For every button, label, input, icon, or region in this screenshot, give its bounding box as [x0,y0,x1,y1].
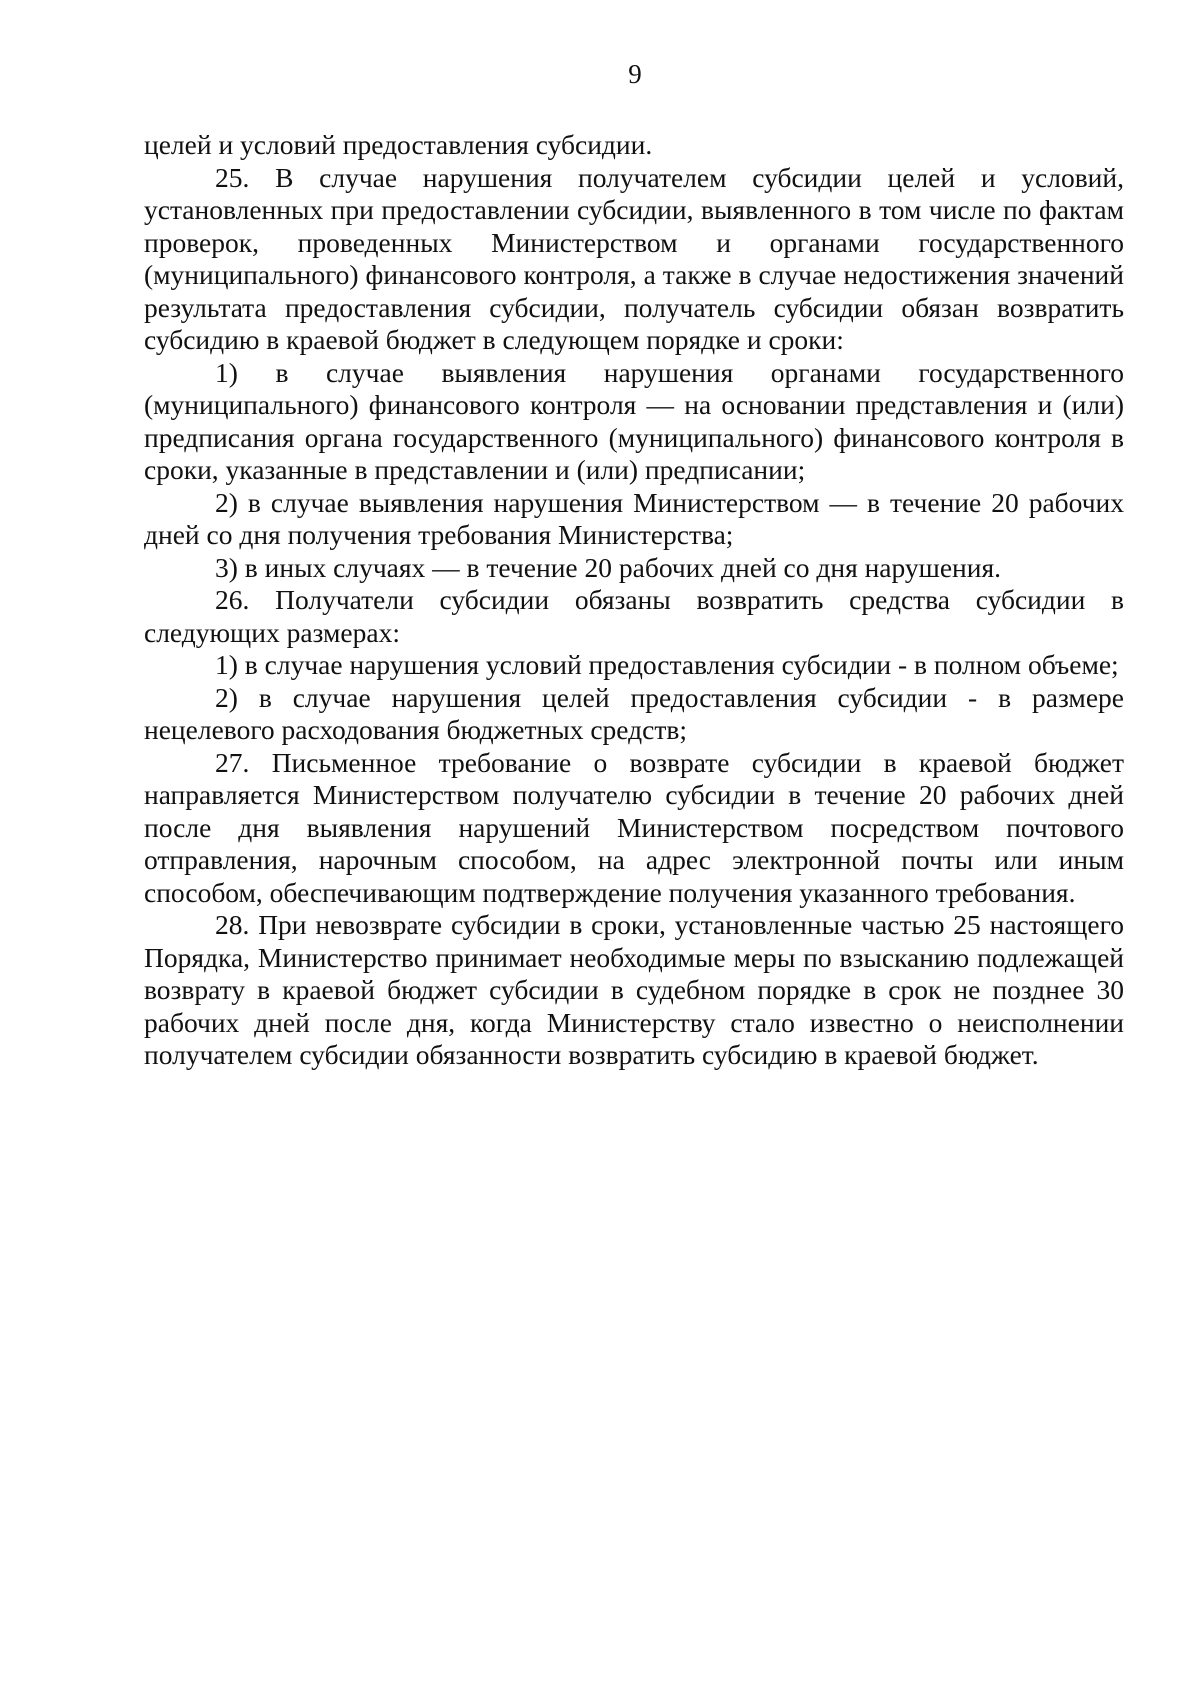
document-body [144,129,1124,1072]
page-number: 9 [628,59,642,89]
paragraph-clause-25: 25. В случае нарушения получателем субсидии целей и условий, установленных при предоставлении субсидии, выявленного в том числе по фактам проверок, проведенных Министерством и органами государственного (муниципального) финансового контроля, а также в случае недостижения значений результата предоставления субсидии, получатель субсидии обязан возвратить субсидию в краевой бюджет в следующем порядке и сроки: [144,161,1124,355]
paragraph-clause-25-item-1: 1) в случае выявления нарушения органами государственного (муниципального) финансового контроля — на основании представления и (или) предписания органа государственного (муниципального) финансового контроля в сроки, указанные в представлении и (или) предписании; [144,356,1124,485]
paragraph-clause-26-item-1: 1) в случае нарушения условий предоставления субсидии - в полном объеме; [215,649,1119,680]
paragraph-clause-28: 28. При невозврате субсидии в сроки, установленные частью 25 настоящего Порядка, Министерство принимает необходимые меры по взысканию подлежащей возврату в краевой бюджет субсидии в судебном порядке в срок не позднее 30 рабочих дней после дня, когда Министерству стало известно о неисполнении получателем субсидии обязанности возвратить субсидию в краевой бюджет. [144,909,1124,1070]
paragraph-clause-26-item-2: 2) в случае нарушения целей предоставления субсидии - в размере нецелевого расходования бюджетных средств; [144,681,1124,745]
paragraph-continuation: целей и условий предоставления субсидии. [144,129,653,160]
paragraph-clause-25-item-2: 2) в случае выявления нарушения Министерством — в течение 20 рабочих дней со дня получения требования Министерства; [144,486,1124,550]
paragraph-clause-26: 26. Получатели субсидии обязаны возвратить средства субсидии в следующих размерах: [144,584,1124,648]
paragraph-clause-25-item-3: 3) в иных случаях — в течение 20 рабочих дней со дня нарушения. [215,551,1001,583]
paragraph-clause-27: 27. Письменное требование о возврате субсидии в краевой бюджет направляется Министерством получателю субсидии в течение 20 рабочих дней после дня выявления нарушений Министерством посредством почтового отправления, нарочным способом, на адрес электронной почты или иным способом, обеспечивающим подтверждение получения указанного требования. [144,746,1124,908]
